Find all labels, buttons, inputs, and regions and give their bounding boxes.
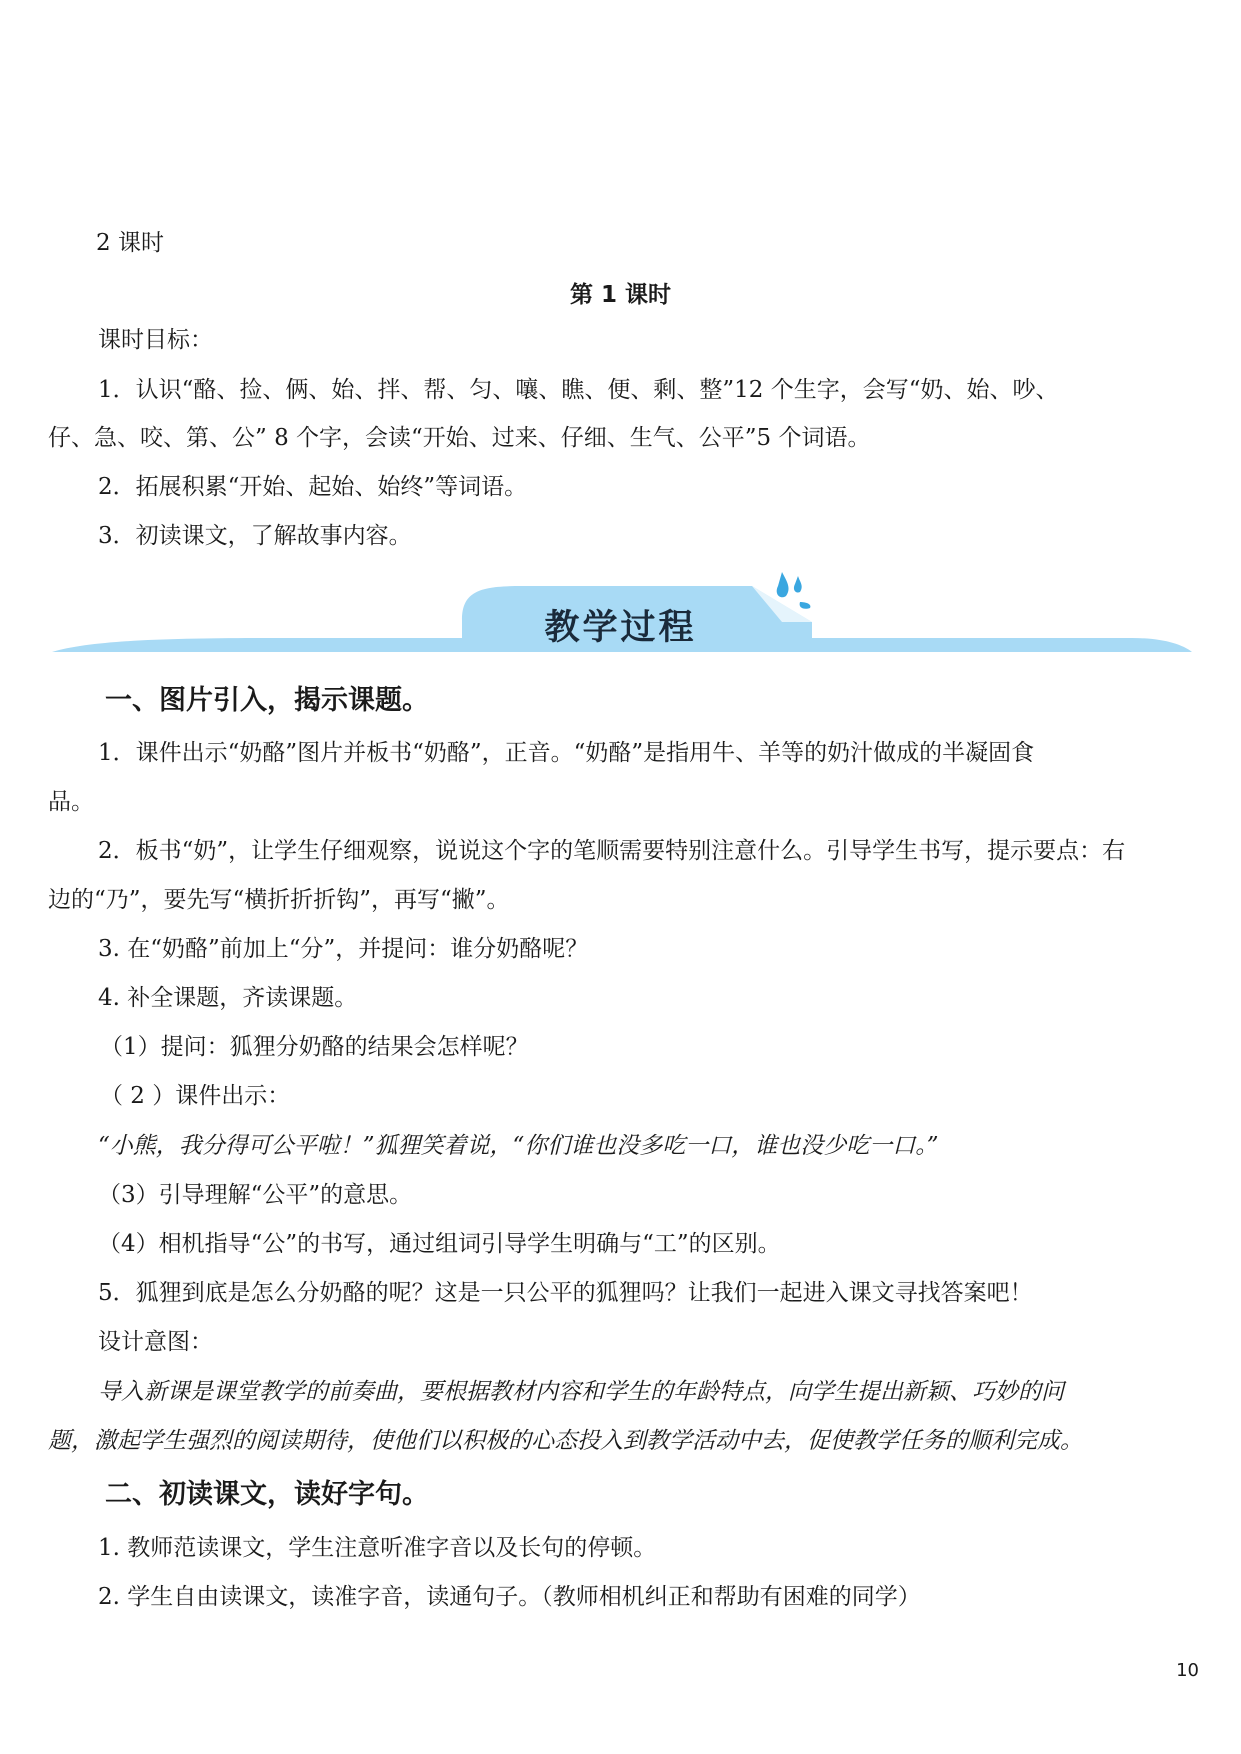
section-1-quote: “小熊，我分得可公平啦！”狐狸笑着说，“你们谁也没多吃一口，谁也没少吃一口。” — [98, 1133, 939, 1159]
section-2-p1: 1. 教师范读课文，学生注意听准字音以及长句的停顿。 — [98, 1535, 657, 1561]
page-number: 10 — [1176, 1660, 1199, 1681]
section-1-p1-line-2: 品。 — [48, 789, 94, 815]
section-2-p2: 2. 学生自由读课文，读准字音，读通句子。（教师相机纠正和帮助有困难的同学） — [98, 1584, 921, 1610]
design-intent-line-1: 导入新课是课堂教学的前奏曲，要根据教材内容和学生的年龄特点，向学生提出新颖、巧妙的问 — [98, 1379, 1064, 1405]
section-1-p1-line-1: 1．课件出示“奶酪”图片并板书“奶酪”，正音。“奶酪”是指用牛、羊等的奶汁做成的半凝固食 — [98, 740, 1035, 766]
banner-title: 教学过程 — [544, 608, 697, 648]
objective-3: 3．初读课文，了解故事内容。 — [98, 523, 412, 549]
section-1-p2-line-2: 边的“乃”，要先写“横折折折钩”，再写“撇”。 — [48, 887, 510, 913]
objective-2: 2．拓展积累“开始、起始、始终”等词语。 — [98, 474, 528, 500]
objectives-heading: 课时目标： — [98, 327, 213, 353]
section-1-title: 一、图片引入，揭示课题。 — [105, 685, 429, 716]
section-1-p2-line-1: 2．板书“奶”，让学生仔细观察，说说这个字的笔顺需要特别注意什么。引导学生书写，提示要点：右 — [98, 838, 1126, 864]
objective-1-line-2: 仔、急、咬、第、公” 8 个字，会读“开始、过来、仔细、生气、公平”5 个词语。 — [48, 425, 871, 451]
section-2-title: 二、初读课文，读好字句。 — [105, 1479, 429, 1510]
lesson-title: 第 1 课时 — [569, 282, 672, 308]
section-1-p4-2: （ 2 ）课件出示： — [100, 1083, 291, 1109]
section-1-p5: 5．狐狸到底是怎么分奶酪的呢？这是一只公平的狐狸吗？让我们一起进入课文寻找答案吧！ — [98, 1280, 1033, 1306]
objective-1-line-1: 1．认识“酪、捡、俩、始、拌、帮、匀、嚷、瞧、便、剩、整”12 个生字，会写“奶、始、吵、 — [98, 377, 1059, 403]
period-count: 2 课时 — [96, 230, 164, 256]
section-1-p4-4: （4）相机指导“公”的书写，通过组词引导学生明确与“工”的区别。 — [98, 1231, 781, 1257]
section-1-p4-1: （1）提问：狐狸分奶酪的结果会怎样呢？ — [100, 1034, 529, 1060]
section-1-p3: 3. 在“奶酪”前加上“分”，并提问：谁分奶酪呢？ — [98, 936, 589, 962]
design-intent-heading: 设计意图： — [98, 1329, 213, 1355]
section-1-p4: 4. 补全课题，齐读课题。 — [98, 985, 358, 1011]
section-1-p4-3: （3）引导理解“公平”的意思。 — [98, 1182, 413, 1208]
design-intent-line-2: 题，激起学生强烈的阅读期待，使他们以积极的心态投入到教学活动中去，促使教学任务的顺利完成。 — [48, 1428, 1083, 1454]
